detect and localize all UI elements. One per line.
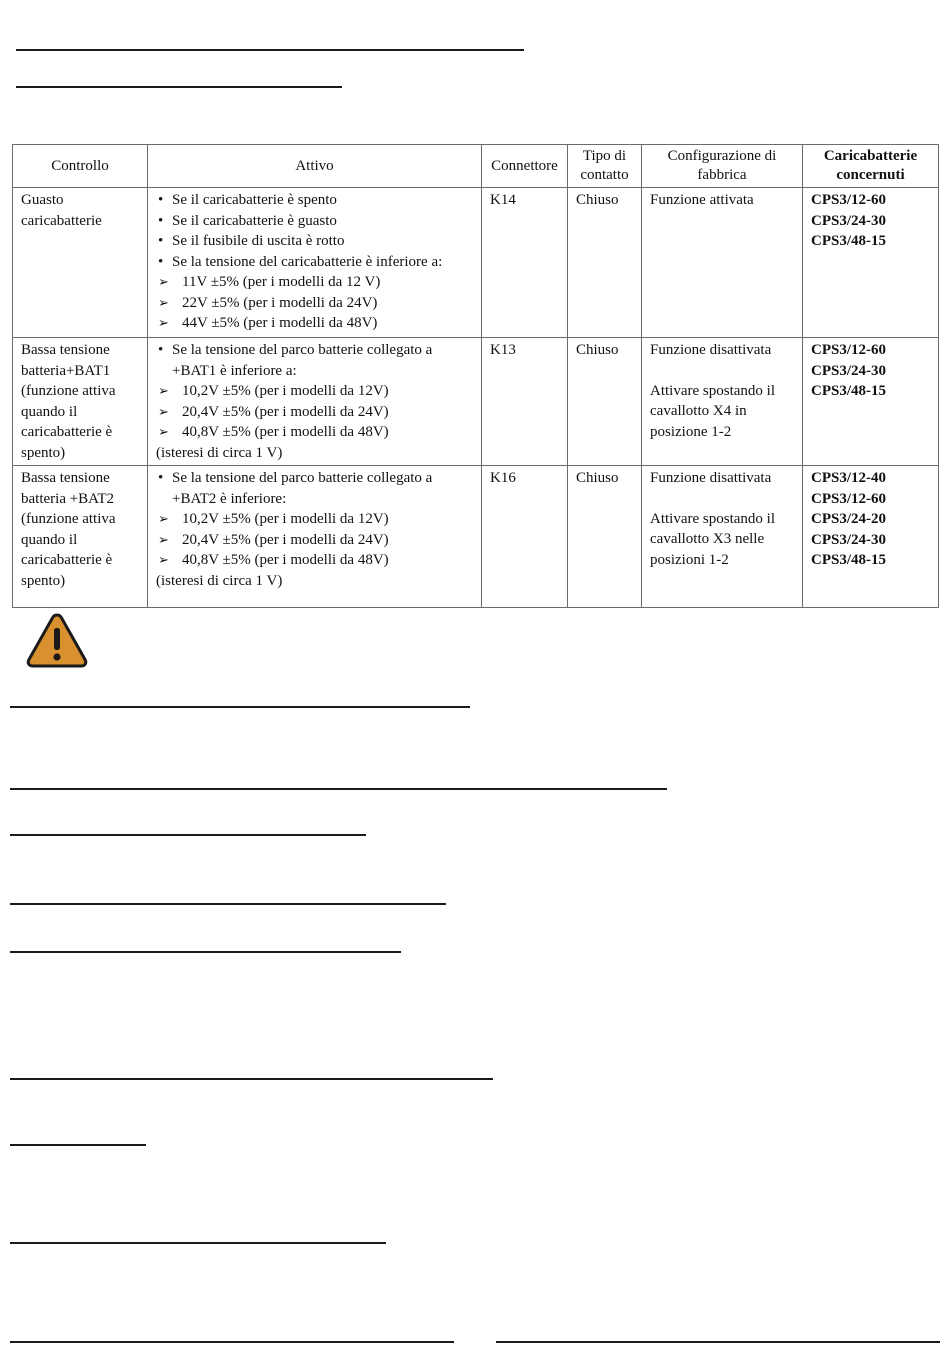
model-code: CPS3/12-40	[811, 470, 886, 486]
cell-controllo: Bassa tensione batteria+BAT1 (funzione attiva quando il caricabatterie è spento)	[13, 338, 148, 466]
alarm-relay-table	[12, 144, 939, 608]
header-controllo: Controllo	[13, 145, 148, 188]
list-item: • Se la tensione del parco batterie collegato a +BAT2 è inferiore:	[156, 468, 473, 509]
redacted-line	[10, 706, 470, 708]
redacted-line	[10, 834, 366, 836]
hysteresis-note: (isteresi di circa 1 V)	[156, 444, 283, 461]
header-tipo-contatto: Tipo di contatto	[568, 145, 642, 188]
sub-list-item: ➢ 44V ±5% (per i modelli da 48V)	[156, 313, 473, 334]
list-item: • Se la tensione del caricabatterie è inferiore a:	[156, 252, 473, 273]
redacted-line	[16, 86, 342, 88]
sub-list-item: ➢ 20,4V ±5% (per i modelli da 24V)	[156, 530, 473, 551]
model-code: CPS3/48-15	[811, 383, 886, 399]
config-default: Funzione disattivata	[650, 470, 772, 486]
model-code: CPS3/12-60	[811, 490, 886, 507]
cell-caricabatterie	[803, 188, 939, 338]
table-row	[13, 466, 939, 608]
warning-exclamation-bar	[54, 628, 60, 650]
header-connettore: Connettore	[482, 145, 568, 188]
config-default: Funzione disattivata	[650, 342, 772, 358]
redacted-line	[16, 49, 524, 51]
sub-list-item: ➢ 11V ±5% (per i modelli da 12 V)	[156, 272, 473, 293]
header-caricabatterie: Caricabatterie concernuti	[803, 145, 939, 188]
model-code: CPS3/12-60	[811, 342, 886, 358]
cell-tipo-contatto: Chiuso	[568, 466, 642, 608]
sub-list-item: ➢ 10,2V ±5% (per i modelli da 12V)	[156, 509, 473, 530]
cell-configurazione	[642, 466, 803, 608]
cell-attivo	[148, 466, 482, 608]
redacted-line	[496, 1341, 940, 1343]
model-code: CPS3/48-15	[811, 233, 886, 249]
cell-configurazione	[642, 338, 803, 466]
cell-connettore: K14	[482, 188, 568, 338]
cell-configurazione	[642, 188, 803, 338]
table-row	[13, 338, 939, 466]
sub-list-item: ➢ 20,4V ±5% (per i modelli da 24V)	[156, 402, 473, 423]
model-code: CPS3/12-60	[811, 192, 886, 208]
redacted-line	[10, 951, 401, 953]
cell-tipo-contatto: Chiuso	[568, 338, 642, 466]
cell-tipo-contatto: Chiuso	[568, 188, 642, 338]
cell-connettore: K13	[482, 338, 568, 466]
cell-attivo	[148, 338, 482, 466]
cell-controllo: Guasto caricabatterie	[13, 188, 148, 338]
list-item: • Se il caricabatterie è spento	[156, 190, 473, 211]
warning-exclamation-dot	[53, 653, 60, 660]
model-code: CPS3/24-30	[811, 212, 886, 229]
redacted-line	[10, 1242, 386, 1244]
config-instructions: Attivare spostando il cavallotto X4 in posizione 1-2	[650, 382, 775, 440]
sub-list-item: ➢ 40,8V ±5% (per i modelli da 48V)	[156, 422, 473, 443]
model-code: CPS3/24-20	[811, 511, 886, 527]
model-code: CPS3/24-30	[811, 362, 886, 379]
cell-attivo	[148, 188, 482, 338]
model-code: CPS3/48-15	[811, 552, 886, 568]
warning-triangle-icon	[26, 612, 88, 668]
cell-connettore: K16	[482, 466, 568, 608]
redacted-line	[10, 1144, 146, 1146]
redacted-line	[10, 788, 667, 790]
list-item: • Se la tensione del parco batterie collegato a +BAT1 è inferiore a:	[156, 340, 473, 381]
sub-list-item: ➢ 22V ±5% (per i modelli da 24V)	[156, 293, 473, 314]
hysteresis-note: (isteresi di circa 1 V)	[156, 572, 283, 589]
header-attivo: Attivo	[148, 145, 482, 188]
table-header-row	[13, 145, 939, 188]
list-item: • Se il fusibile di uscita è rotto	[156, 231, 473, 252]
redacted-line	[10, 1341, 454, 1343]
sub-list-item: ➢ 10,2V ±5% (per i modelli da 12V)	[156, 381, 473, 402]
redacted-line	[10, 903, 446, 905]
list-item: • Se il caricabatterie è guasto	[156, 211, 473, 232]
table-row	[13, 188, 939, 338]
cell-caricabatterie	[803, 338, 939, 466]
header-configurazione: Configurazione di fabbrica	[642, 145, 803, 188]
redacted-line	[10, 1078, 493, 1080]
config-default: Funzione attivata	[650, 192, 754, 208]
sub-list-item: ➢ 40,8V ±5% (per i modelli da 48V)	[156, 550, 473, 571]
config-instructions: Attivare spostando il cavallotto X3 nelle posizioni 1-2	[650, 510, 775, 568]
cell-controllo: Bassa tensione batteria +BAT2 (funzione attiva quando il caricabatterie è spento)	[13, 466, 148, 608]
model-code: CPS3/24-30	[811, 531, 886, 548]
cell-caricabatterie	[803, 466, 939, 608]
